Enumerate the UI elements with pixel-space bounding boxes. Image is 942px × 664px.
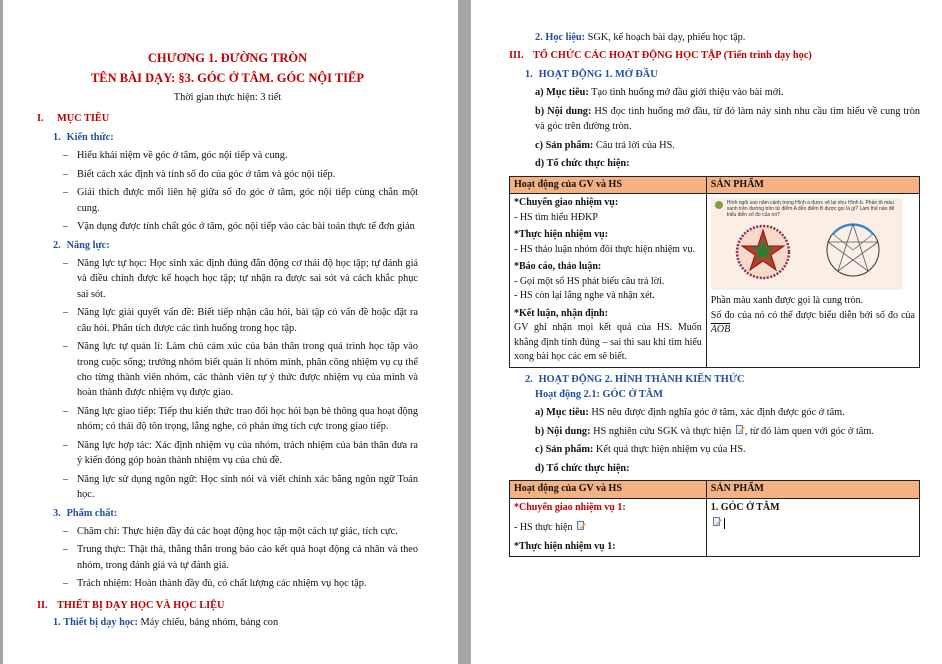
section-equipment: II. THIẾT BỊ DẠY HỌC VÀ HỌC LIỆU [37,599,225,611]
lesson-time: Thời gian thực hiện: 3 tiết [173,92,282,103]
product-text: Phần màu xanh được gọi là cung tròn. [710,295,864,306]
activity-1-content: b) Nội dung: HS đọc tình huống mở đầu, từ đó làm nảy sinh nhu cầu tìm hiểu về cung tròn và góc trên đường tròn. [535,105,920,133]
list-item: – Giải thích được mối liên hệ giữa số đo góc ở tâm, góc nội tiếp cùng chắn một cung. [63,187,418,214]
list-item: – Hiểu khái niệm về góc ở tâm, góc nội tiếp và cung. [63,150,288,162]
list-item: – Năng lực sử dụng ngôn ngữ: Học sinh nói và viết chính xác bằng ngôn ngữ Toán học. [63,473,418,501]
pencil-doc-icon[interactable] [577,521,586,531]
subsection-knowledge: 1. Kiến thức: [53,131,114,143]
list-item: – Năng lực tự quản lí: Làm chủ cảm xúc của bản thân trong quá trình học tập vào trong cuộc sống; trưởng nhóm biết quản lí nhóm mình, phân công nhiệm vụ cụ thể cho từng thành viên nhóm, các thành viên tự ý thức được nhiệm vụ của mình và hoàn thành được nhiệm vụ được giao. [63,341,418,399]
table-cell: *Chuyển giao nhiệm vụ: - HS tìm hiểu HĐKP *Thực hiện nhiệm vụ: - HS thảo luận nhóm đôi thực hiện nhiệm vụ. *Báo cáo, thảo luận: - Gọi một số HS phát biểu câu trả lời. - HS còn lại lắng nghe và nhận xét. *Kết luận, nhận định: GV ghi nhận mọi kết quả của HS. Muốn khẳng định tính đúng – sai thì sau khi tìm hiểu xong bài học các em sẽ biết. [510,194,707,368]
materials-item: 2. Học liệu: SGK, kế hoạch bài dạy, phiếu học tập. [535,32,746,43]
list-item: – Năng lực giải quyết vấn đề: Biết tiếp nhận câu hỏi, bài tập có vấn đề hoặc đặt ra câu hỏi. Phân tích được các tình huống trong học tập. [63,307,418,334]
lesson-title: TÊN BÀI DẠY: §3. GÓC Ở TÂM. GÓC NỘI TIẾP [90,71,365,85]
activity-2-product: c) Sản phẩm: Kết quả thực hiện nhiệm vụ của HS. [535,444,746,456]
table-header: SẢN PHẨM [706,176,919,194]
table-header: Hoạt động của GV và HS [510,176,707,194]
equipment-item: 1. Thiết bị dạy học: Máy chiếu, bảng nhóm, bảng con [53,617,279,629]
section-objectives: I. MỤC TIÊU [37,113,110,125]
activity-2-goal: a) Mục tiêu: HS nêu được định nghĩa góc ở tâm, xác định được góc ở tâm. [535,407,845,419]
activity-1-heading: 1. HOẠT ĐỘNG 1. MỞ ĐẦU [525,68,658,80]
activity-2-table [509,480,920,557]
arc-ab [833,225,873,234]
pencil-doc-icon[interactable] [736,425,745,435]
activity-1-table [509,176,920,368]
list-item: – Trung thực: Thật thà, thẳng thắn trong báo cáo kết quả hoạt động cá nhân và theo nhóm, trong đánh giá và tự đánh giá. [63,544,418,571]
list-item: – Trách nhiệm: Hoàn thành đầy đủ, có chất lượng các nhiệm vụ học tập. [63,578,367,590]
subsection-competencies: 2. Năng lực: [53,239,110,251]
chapter-title: CHƯƠNG 1. ĐƯỜNG TRÒN [147,51,308,65]
list-item: – Chăm chỉ: Thực hiện đầy đủ các hoạt động học tập một cách tự giác, tích cực. [63,525,398,537]
list-item: – Năng lực tự học: Học sinh xác định đúng đắn động cơ thái độ học tập; tự đánh giá và điều chỉnh được kế hoạch học tập; tự nhận ra được sai sót và cách khắc phục sai sót. [63,257,418,300]
list-item: – Vận dụng được tính chất góc ở tâm, góc nội tiếp vào các bài toán thực tế đơn giản [63,221,415,233]
activity-2-1-heading: Hoạt động 2.1: GÓC Ở TÂM [535,388,663,400]
activity-2-content: b) Nội dung: HS nghiên cứu SGK và thực hiện , từ đó làm quen với góc ở tâm. [535,425,874,437]
document-page-right [471,0,942,664]
table-cell [706,194,919,368]
table-cell: *Chuyển giao nhiệm vụ 1: - HS thực hiện *Thực hiện nhiệm vụ 1: [510,498,707,557]
list-item: – Năng lực hợp tác: Xác định nhiệm vụ của nhóm, trách nhiệm của bản thân đưa ra ý kiến đóng góp hoàn thành nhiệm vụ của chủ đề. [63,439,418,467]
angle-symbol: $\overline{AOB}$ [710,324,731,335]
product-text: Số đo của nó có thể được biểu diễn bởi số đo của $\overline{AOB}$ [710,309,915,335]
section-activities: III. TỔ CHỨC CÁC HOẠT ĐỘNG HỌC TẬP (Tiến trình dạy học) [509,50,812,62]
table-header: SẢN PHẨM [706,481,919,499]
activity-2-heading: 2. HOẠT ĐỘNG 2. HÌNH THÀNH KIẾN THỨC [525,373,745,385]
pencil-doc-icon[interactable] [713,517,722,527]
activity-1-goal: a) Mục tiêu: Tạo tình huống mở đầu giới thiệu vào bài mới. [535,87,784,99]
list-item: – Năng lực giao tiếp: Tiếp thu kiến thức trao đổi học hỏi bạn bè thông qua hoạt động nhóm; có thái độ tôn trọng, lắng nghe, có phản ứng tích cực trong giao tiếp. [63,405,418,433]
activity-2-organization: d) Tổ chức thực hiện: [535,462,630,474]
table-cell[interactable]: 1. GÓC Ở TÂM [706,498,919,557]
hint-badge-icon [715,201,723,209]
table-header: Hoạt động của GV và HS [510,481,707,499]
text-cursor [724,518,725,529]
activity-1-product: c) Sản phẩm: Câu trả lời của HS. [535,139,675,151]
list-item: – Biết cách xác định và tính số đo của góc ở tâm và góc nội tiếp. [63,168,336,180]
subsection-qualities: 3. Phẩm chất: [53,507,118,519]
star-figure-image [711,198,903,290]
document-page-left [3,0,458,664]
activity-1-organization: d) Tổ chức thực hiện: [535,158,630,170]
figure-caption: Hình ngôi sao năm cánh trong Hình a được vẽ lại như Hình b. Phần tô màu xanh trên đường tròn từ điểm A đến điểm B được gọi là gì? Làm thế nào để biểu diễn số đo của nó? [726,200,895,218]
